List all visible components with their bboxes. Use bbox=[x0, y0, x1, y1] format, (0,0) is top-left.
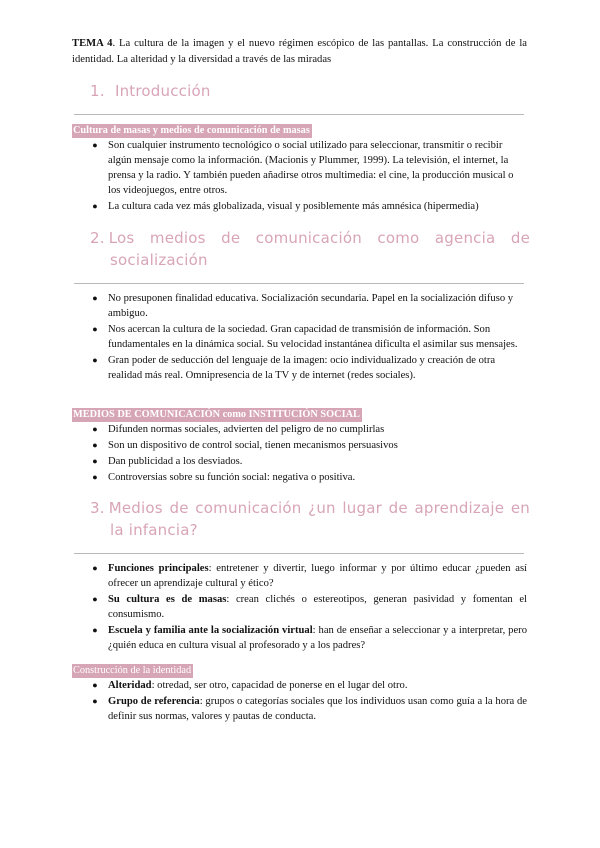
section-2-subheading: MEDIOS DE COMUNICACIÓN como INSTITUCIÓN SOCIAL bbox=[73, 409, 360, 420]
bullet-icon: ● bbox=[92, 424, 98, 434]
section-1-heading bbox=[90, 80, 211, 102]
section-2-title-text: Los medios de comunicación como agencia de bbox=[108, 229, 530, 247]
bullet-icon: ● bbox=[92, 456, 98, 466]
list-item bbox=[90, 694, 527, 724]
section-2-heading bbox=[90, 227, 530, 271]
section-2-divider bbox=[74, 283, 524, 284]
list-item bbox=[90, 291, 527, 321]
list-item bbox=[90, 199, 527, 214]
section-1-subheading: Cultura de masas y medios de comunicación de masas bbox=[73, 125, 310, 136]
section-2-title-line1 bbox=[90, 227, 530, 249]
bullet-icon: ● bbox=[92, 594, 98, 604]
list-item bbox=[90, 592, 527, 622]
section-3-number: 3. bbox=[90, 499, 105, 517]
bullet-icon: ● bbox=[92, 680, 98, 690]
section-3-title-text: Medios de comunicación ¿un lugar de aprendizaje en bbox=[108, 499, 530, 517]
list-item-term: Alteridad bbox=[108, 680, 152, 691]
section-3-title-line2: la infancia? bbox=[110, 521, 198, 539]
section-3-list-2 bbox=[90, 678, 527, 725]
section-1-divider bbox=[74, 114, 524, 115]
section-3-title-line1 bbox=[90, 497, 530, 519]
list-item-text: Son un dispositivo de control social, tienen mecanismos persuasivos bbox=[108, 440, 398, 451]
topic-label: TEMA 4 bbox=[72, 38, 113, 49]
bullet-icon: ● bbox=[92, 324, 98, 334]
list-item bbox=[90, 422, 527, 437]
section-2-title-line2: socialización bbox=[110, 251, 208, 269]
topic-title: . La cultura de la imagen y el nuevo régimen escópico de las pantallas. La construcción de la identidad. La alteridad y la diversidad a través de las miradas bbox=[72, 38, 527, 65]
bullet-icon: ● bbox=[92, 472, 98, 482]
list-item bbox=[90, 353, 527, 383]
list-item-text: No presuponen finalidad educativa. Socialización secundaria. Papel en la socialización difuso y ambiguo. bbox=[108, 293, 514, 319]
list-item-term: Funciones principales bbox=[108, 563, 209, 574]
list-item-term: Su cultura es de masas bbox=[108, 594, 227, 605]
list-item-text: : otredad, ser otro, capacidad de ponerse en el lugar del otro. bbox=[151, 680, 408, 691]
bullet-icon: ● bbox=[92, 140, 98, 150]
list-item-text: Difunden normas sociales, advierten del peligro de no cumplirlas bbox=[108, 424, 385, 435]
list-item bbox=[90, 138, 527, 198]
section-3-heading bbox=[90, 497, 530, 541]
list-item-text: Controversias sobre su función social: negativa o positiva. bbox=[108, 472, 356, 483]
bullet-icon: ● bbox=[92, 201, 98, 211]
bullet-icon: ● bbox=[92, 440, 98, 450]
bullet-icon: ● bbox=[92, 293, 98, 303]
list-item bbox=[90, 454, 527, 469]
list-item-text: : grupos o categorías sociales que los individuos usan como guía a la hora de definir sus normas, valores y pautas de conducta. bbox=[108, 696, 528, 722]
section-3-divider bbox=[74, 553, 524, 554]
list-item-text: La cultura cada vez más globalizada, visual y posiblemente más amnésica (hipermedia) bbox=[108, 201, 479, 212]
list-item-text: Nos acercan la cultura de la sociedad. Gran capacidad de transmisión de información. Son fundamentales en la dinámica social. Su velocidad instantánea dificulta el asimilar sus mensajes. bbox=[108, 324, 518, 350]
section-3-list bbox=[90, 561, 527, 654]
list-item bbox=[90, 623, 527, 653]
section-2-list bbox=[90, 291, 527, 384]
list-item-term: Grupo de referencia bbox=[108, 696, 200, 707]
section-2-list-2 bbox=[90, 422, 527, 486]
list-item bbox=[90, 561, 527, 591]
bullet-icon: ● bbox=[92, 625, 98, 635]
list-item bbox=[90, 438, 527, 453]
section-1-number: 1. bbox=[90, 82, 105, 100]
topic-header bbox=[72, 36, 527, 68]
section-1-list bbox=[90, 138, 527, 215]
list-item bbox=[90, 470, 527, 485]
section-1-title: Introducción bbox=[114, 82, 211, 100]
list-item bbox=[90, 322, 527, 352]
list-item-term: Escuela y familia ante la socialización virtual bbox=[108, 625, 313, 636]
bullet-icon: ● bbox=[92, 355, 98, 365]
list-item-text: Dan publicidad a los desviados. bbox=[108, 456, 243, 467]
list-item-text: : han de enseñar a seleccionar y a interpretar, pero ¿quién educa en cultura visual al profesorado y a los padres? bbox=[108, 625, 528, 651]
list-item bbox=[90, 678, 527, 693]
list-item-text: : crean clichés o estereotipos, generan pasividad y fomentan el consumismo. bbox=[108, 594, 527, 620]
bullet-icon: ● bbox=[92, 696, 98, 706]
section-3-subheading: Construcción de la identidad bbox=[73, 665, 192, 676]
list-item-text: Gran poder de seducción del lenguaje de la imagen: ocio individualizado y creación de otra realidad más real. Omnipresencia de la TV y de internet (redes sociales). bbox=[108, 355, 496, 381]
bullet-icon: ● bbox=[92, 563, 98, 573]
list-item-text: : entretener y divertir, luego informar y por último educar ¿pueden así ofrecer un aprendizaje cultural y ético? bbox=[108, 563, 528, 589]
list-item-text: Son cualquier instrumento tecnológico o social utilizado para seleccionar, transmitir o recibir algún mensaje como la información. (Macionis y Plummer, 1999). La televisión, el internet, la prensa y la radio. Y también pueden añadirse otros multimedia: el cine, la producción musical o los videojuegos, entre otros. bbox=[108, 140, 514, 196]
section-2-number: 2. bbox=[90, 229, 105, 247]
